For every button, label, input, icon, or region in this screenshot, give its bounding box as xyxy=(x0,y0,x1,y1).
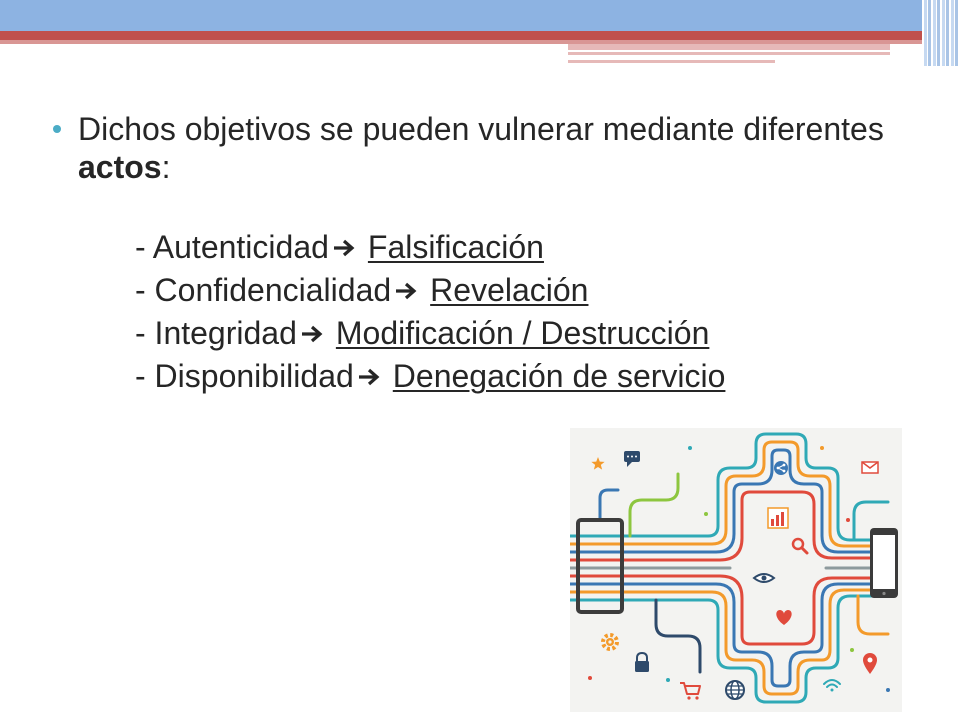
globe-icon xyxy=(726,681,744,699)
right-arrow-icon xyxy=(357,367,381,387)
bullet-text: Dichos objetivos se pueden vulnerar mediante diferentes xyxy=(78,111,884,147)
mail-icon xyxy=(862,462,878,473)
share-node xyxy=(777,467,780,470)
right-arrow-icon xyxy=(300,324,324,344)
act-row-availability xyxy=(135,358,725,394)
cart-wheel xyxy=(687,696,690,699)
act-consequence: Revelación xyxy=(430,272,589,308)
chat-dot xyxy=(635,456,637,458)
chart-bar xyxy=(771,519,774,526)
header-pink-stripe xyxy=(568,52,890,55)
right-arrow-icon xyxy=(332,238,356,258)
right-arrow-icon xyxy=(394,281,418,301)
chart-bar xyxy=(781,512,784,526)
act-label: - Integridad xyxy=(135,315,297,351)
lock-body xyxy=(635,661,649,672)
decorative-dot xyxy=(886,688,890,692)
corner-stripes xyxy=(922,0,960,66)
decorative-dot xyxy=(588,676,592,680)
smartphone-button xyxy=(882,592,885,595)
decorative-dot xyxy=(846,518,850,522)
share-badge xyxy=(774,461,788,475)
act-row-authenticity xyxy=(135,229,544,265)
chat-dot xyxy=(631,456,633,458)
act-consequence: Falsificación xyxy=(367,229,544,265)
cart-wheel xyxy=(695,696,698,699)
eye-icon xyxy=(754,574,774,582)
bullet-text-line-1 xyxy=(78,111,884,147)
smartphone-screen xyxy=(873,535,895,589)
eye-pupil xyxy=(762,576,767,581)
act-row-confidentiality xyxy=(135,272,588,308)
act-consequence: Modificación / Destrucción xyxy=(335,315,710,351)
act-label: - Confidencialidad xyxy=(135,272,392,308)
decorative-dot xyxy=(850,648,854,652)
act-label: - Disponibilidad xyxy=(135,358,354,394)
wifi-dot xyxy=(831,689,834,692)
pin-hole xyxy=(868,658,873,663)
smartphone-icon xyxy=(870,528,898,598)
share-node xyxy=(783,470,786,473)
header-pink-stripe xyxy=(568,60,775,63)
gear-hole xyxy=(608,640,611,643)
bar-chart-icon xyxy=(768,508,788,528)
network-illustration xyxy=(570,428,902,712)
bullet-icon xyxy=(53,125,61,133)
header-red-band xyxy=(0,31,924,40)
chart-bar xyxy=(776,515,779,526)
decorative-dot xyxy=(820,446,824,450)
act-row-integrity xyxy=(135,315,709,351)
chat-dot xyxy=(627,456,629,458)
bullet-text-line-2 xyxy=(78,149,170,185)
header-pink-stripe xyxy=(568,44,890,50)
decorative-dot xyxy=(704,512,708,516)
share-node xyxy=(783,464,786,467)
decorative-dot xyxy=(688,446,692,450)
decorative-dot xyxy=(666,678,670,682)
act-label: - Autenticidad xyxy=(135,229,329,265)
bold-keyword: actos xyxy=(78,149,162,185)
share-icon xyxy=(774,461,788,475)
colon: : xyxy=(161,149,171,185)
act-consequence: Denegación de servicio xyxy=(392,358,726,394)
header-blue-band xyxy=(0,0,960,31)
